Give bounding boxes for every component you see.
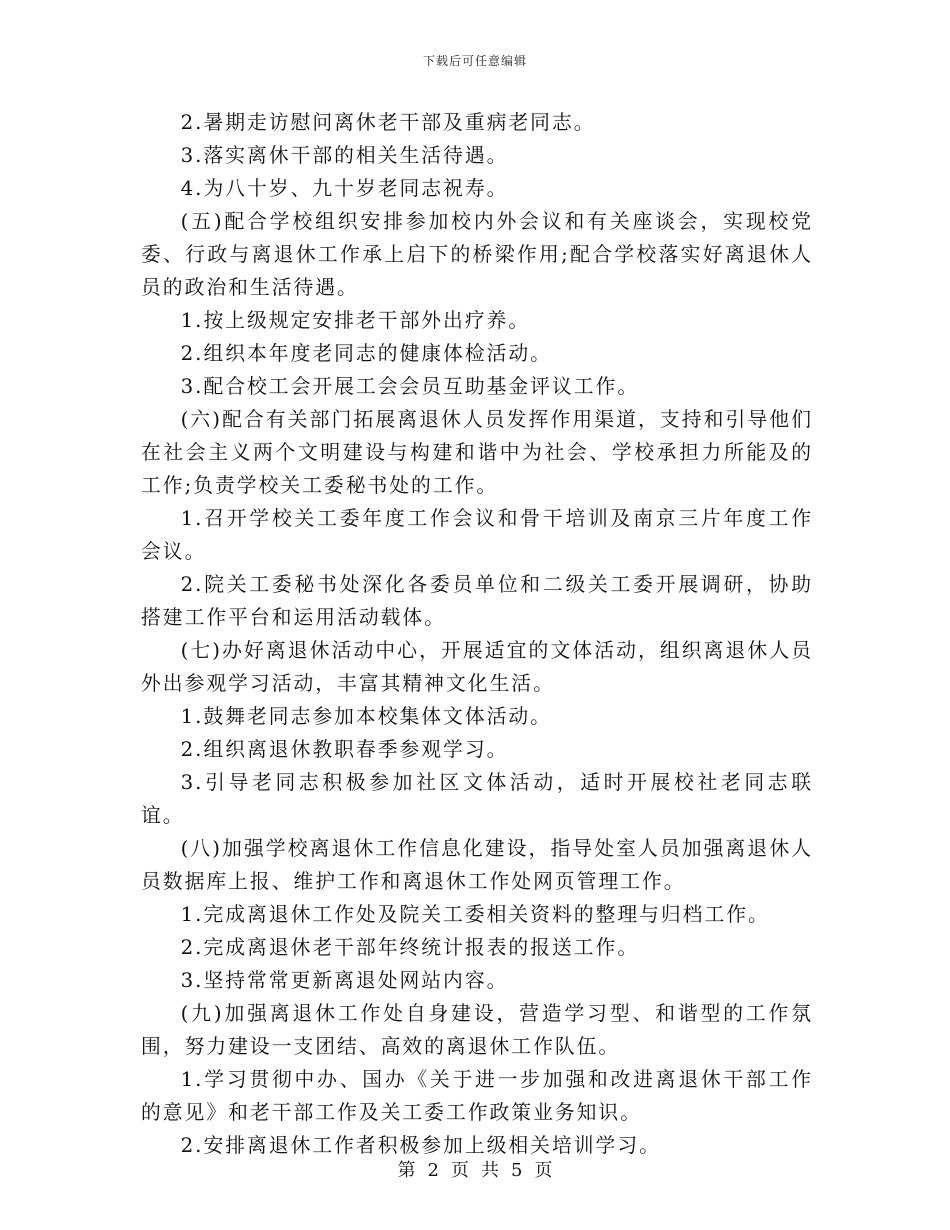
section-heading-paragraph: (八)加强学校离退休工作信息化建设，指导处室人员加强离退休人员数据库上报、维护工作和离退休工作处网页管理工作。 <box>141 837 813 893</box>
page-word: 第 <box>397 1160 416 1181</box>
paragraph: 2.组织离退休教职春季参观学习。 <box>180 738 509 761</box>
paragraph: 1.学习贯彻中办、国办《关于进一步加强和改进离退休干部工作的意见》和老干部工作及关工委工作政策业务知识。 <box>141 1068 813 1124</box>
page-header: 下载后可任意编辑 <box>422 54 527 68</box>
section-heading-paragraph: (五)配合学校组织安排参加校内外会议和有关座谈会，实现校党委、行政与离退休工作承上启下的桥梁作用;配合学校落实好离退休人员的政治和生活待遇。 <box>141 210 813 299</box>
section-heading-paragraph: (九)加强离退休工作处自身建设，营造学习型、和谐型的工作氛围，努力建设一支团结、高效的离退休工作队伍。 <box>141 1002 813 1058</box>
paragraph: 2.院关工委秘书处深化各委员单位和二级关工委开展调研，协助搭建工作平台和运用活动载体。 <box>141 573 813 629</box>
paragraph: 1.完成离退休工作处及院关工委相关资料的整理与归档工作。 <box>180 903 770 926</box>
page-number: 2 <box>427 1160 439 1181</box>
paragraph: 2.完成离退休老干部年终统计报表的报送工作。 <box>180 936 640 959</box>
total-pages: 5 <box>511 1160 523 1181</box>
paragraph: 4.为八十岁、九十岁老同志祝寿。 <box>180 177 509 200</box>
page-footer <box>0 1156 950 1182</box>
paragraph: 2.安排离退休工作者积极参加上级相关培训学习。 <box>180 1134 661 1157</box>
page-unit: 页 <box>451 1160 469 1181</box>
section-heading-paragraph: (七)办好离退休活动中心，开展适宜的文体活动，组织离退休人员外出参观学习活动，丰富其精神文化生活。 <box>141 639 813 695</box>
paragraph: 2.组织本年度老同志的健康体检活动。 <box>180 342 552 365</box>
paragraph: 1.鼓舞老同志参加本校集体文体活动。 <box>180 705 552 728</box>
paragraph: 3.坚持常常更新离退处网站内容。 <box>180 969 509 992</box>
total-unit: 页 <box>534 1160 553 1181</box>
paragraph: 3.引导老同志积极参加社区文体活动，适时开展校社老同志联谊。 <box>141 771 813 827</box>
total-word: 共 <box>481 1160 499 1181</box>
document-body <box>141 106 813 1162</box>
paragraph: 3.落实离休干部的相关生活待遇。 <box>180 144 509 167</box>
paragraph: 1.按上级规定安排老干部外出疗养。 <box>180 309 531 332</box>
paragraph: 1.召开学校关工委年度工作会议和骨干培训及南京三片年度工作会议。 <box>141 507 813 563</box>
section-heading-paragraph: (六)配合有关部门拓展离退休人员发挥作用渠道，支持和引导他们在社会主义两个文明建设与构建和谐中为社会、学校承担力所能及的工作;负责学校关工委秘书处的工作。 <box>141 408 813 497</box>
paragraph: 2.暑期走访慰问离休老干部及重病老同志。 <box>180 111 596 134</box>
paragraph: 3.配合校工会开展工会会员互助基金评议工作。 <box>180 375 640 398</box>
